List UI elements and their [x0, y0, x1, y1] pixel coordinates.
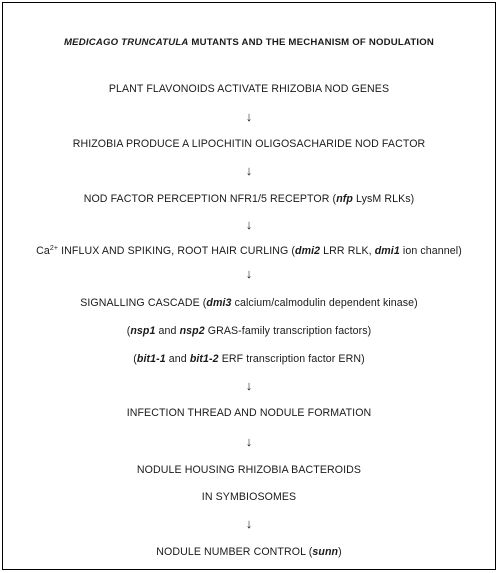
step-infection: INFECTION THREAD AND NODULE FORMATION	[126, 407, 372, 419]
step-gras-text-2: and	[155, 325, 180, 337]
flow-arrow-2: ↓	[245, 163, 253, 178]
flow-arrow-3: ↓	[245, 217, 253, 232]
flow-arrow-6: ↓	[245, 434, 253, 449]
step-calcium-text: INFLUX AND SPIKING, ROOT HAIR CURLING (	[58, 245, 295, 257]
step-number-control-text-2: )	[338, 546, 342, 558]
step-erf-text-3: ERF transcription factor ERN)	[218, 353, 365, 365]
step-perception	[3, 193, 495, 206]
gene-bit1-2: bit1-2	[189, 353, 219, 365]
gene-dmi3: dmi3	[206, 297, 232, 309]
diagram-title	[3, 36, 495, 49]
step-number-control-text: NODULE NUMBER CONTROL (	[156, 546, 313, 558]
gene-nsp1: nsp1	[130, 325, 156, 337]
step-erf-text: (	[133, 353, 137, 365]
flow-arrow-1: ↓	[245, 109, 253, 124]
step-signalling-text-2: calcium/calmodulin dependent kinase)	[231, 297, 418, 309]
flow-arrow-5: ↓	[245, 378, 253, 393]
calcium-charge: 2+	[49, 245, 59, 252]
flow-arrow-4: ↓	[245, 266, 253, 281]
gene-sunn: sunn	[312, 546, 339, 558]
step-nod-factor: RHIZOBIA PRODUCE A LIPOCHITIN OLIGOSACHARIDE NOD FACTOR	[72, 138, 426, 150]
step-gras-text-3: GRAS-family transcription factors)	[204, 325, 372, 337]
step-gras-text: (	[126, 325, 131, 337]
step-erf-text-2: and	[165, 353, 190, 365]
title-rest: MUTANTS AND THE MECHANISM OF NODULATION	[188, 37, 435, 48]
step-signalling	[3, 297, 495, 310]
gene-bit1-1: bit1-1	[136, 353, 166, 365]
step-gras	[3, 325, 495, 338]
flow-arrow-7: ↓	[245, 516, 253, 531]
diagram-frame	[2, 2, 496, 570]
gene-dmi1: dmi1	[374, 245, 400, 257]
step-perception-text-2: LysM RLKs)	[352, 193, 415, 205]
step-perception-text: NOD FACTOR PERCEPTION NFR1/5 RECEPTOR (	[83, 193, 337, 205]
step-signalling-text: SIGNALLING CASCADE (	[80, 297, 207, 309]
step-flavonoids: PLANT FLAVONOIDS ACTIVATE RHIZOBIA NOD GENES	[108, 83, 390, 95]
gene-nsp2: nsp2	[179, 325, 205, 337]
step-calcium	[3, 245, 495, 258]
step-symbiosomes: IN SYMBIOSOMES	[201, 491, 297, 503]
title-species: MEDICAGO TRUNCATULA	[63, 37, 189, 48]
gene-nfp: nfp	[336, 193, 353, 205]
step-erf	[3, 353, 495, 366]
step-calcium-text-2: LRR RLK,	[320, 245, 375, 257]
gene-dmi2: dmi2	[295, 245, 321, 257]
calcium-symbol: Ca	[36, 245, 50, 257]
step-nodule-housing: NODULE HOUSING RHIZOBIA BACTEROIDS	[136, 464, 362, 476]
step-number-control	[3, 546, 495, 559]
step-calcium-text-3: ion channel)	[399, 245, 462, 257]
